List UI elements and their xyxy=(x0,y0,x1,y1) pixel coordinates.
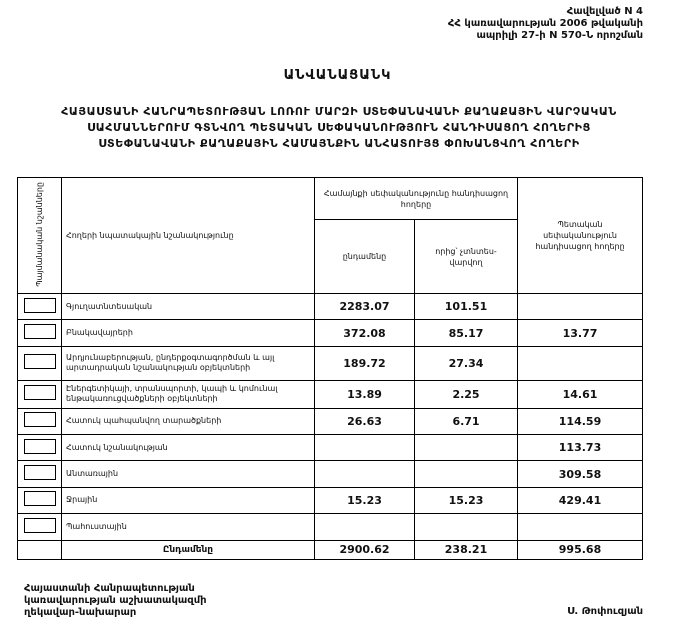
row-state xyxy=(518,514,643,540)
table-row xyxy=(18,487,643,513)
row-total: 189.72 xyxy=(315,346,415,380)
document-title: ԱՆՎԱՆԱՑԱՆԿ xyxy=(283,68,392,83)
land-table xyxy=(17,177,642,560)
annex-decree-line: ՀՀ կառավարության 2006 թվականի xyxy=(447,18,643,29)
total-row xyxy=(18,540,643,559)
header-community-land: Համայնքի սեփականությունը հանդիսացող հողերը xyxy=(315,178,518,220)
row-uncultivated xyxy=(415,461,518,487)
row-state: 13.77 xyxy=(518,320,643,346)
total-state: 995.68 xyxy=(518,540,643,559)
table-row xyxy=(18,514,643,540)
row-state: 309.58 xyxy=(518,461,643,487)
row-uncultivated xyxy=(415,514,518,540)
signatory-line-2: կառավարության աշխատակազմի xyxy=(24,595,207,606)
row-name: Պահուստային xyxy=(62,514,315,540)
row-state: 114.59 xyxy=(518,408,643,434)
row-total: 2283.07 xyxy=(315,294,415,320)
header-code: Պայմանական նշանները xyxy=(18,178,62,294)
table-row xyxy=(18,320,643,346)
row-state: 429.41 xyxy=(518,487,643,513)
row-uncultivated: 85.17 xyxy=(415,320,518,346)
total-label: Ընդամենը xyxy=(62,540,315,559)
row-total: 15.23 xyxy=(315,487,415,513)
header-total: ընդամենը xyxy=(315,220,415,294)
table-row xyxy=(18,294,643,320)
row-state xyxy=(518,346,643,380)
row-total: 13.89 xyxy=(315,380,415,408)
heading-line-2: ՍԱՀՄԱՆՆԵՐՈՒՄ ԳՏՆՎՈՂ ՊԵՏԱԿԱՆ ՍԵՓԱԿԱՆՈՒԹՅՈՒՆ ՀԱՆԴԻՍԱՑՈՂ ՀՈՂԵՐԻՑ xyxy=(87,121,591,134)
legend-swatch xyxy=(24,298,56,313)
row-name: Արդյունաբերության, ընդերքօգտագործման և այլ արտադրական նշանակության օբյեկտների xyxy=(62,346,315,380)
table-row xyxy=(18,461,643,487)
annex-number: Հավելված N 4 xyxy=(566,6,643,17)
row-uncultivated: 101.51 xyxy=(415,294,518,320)
row-uncultivated: 2.25 xyxy=(415,380,518,408)
row-uncultivated: 15.23 xyxy=(415,487,518,513)
legend-swatch xyxy=(24,465,56,480)
table-row xyxy=(18,346,643,380)
legend-swatch xyxy=(24,324,56,339)
table-row xyxy=(18,435,643,461)
legend-swatch xyxy=(24,518,56,533)
legend-swatch xyxy=(24,412,56,427)
row-uncultivated: 6.71 xyxy=(415,408,518,434)
table-row xyxy=(18,408,643,434)
total-uncultivated: 238.21 xyxy=(415,540,518,559)
row-name: Բնակավայրերի xyxy=(62,320,315,346)
header-purpose: Հողերի նպատակային նշանակությունը xyxy=(62,178,315,294)
row-total xyxy=(315,435,415,461)
row-name: Հատուկ պահպանվող տարածքների xyxy=(62,408,315,434)
legend-swatch xyxy=(24,354,56,369)
row-uncultivated: 27.34 xyxy=(415,346,518,380)
row-total xyxy=(315,461,415,487)
annex-decree-date: ապրիլի 27-ի N 570-Ն որոշման xyxy=(476,30,643,41)
header-state-land: Պետական սեփականություն հանդիսացող հողերը xyxy=(518,178,643,294)
table-row xyxy=(18,380,643,408)
document-heading xyxy=(24,104,654,152)
annex-reference xyxy=(448,6,643,42)
row-name: Անտառային xyxy=(62,461,315,487)
legend-swatch xyxy=(24,439,56,454)
row-total: 26.63 xyxy=(315,408,415,434)
row-total: 372.08 xyxy=(315,320,415,346)
signatory-title xyxy=(24,583,207,619)
signatory-name: Ս. Թոփուզյան xyxy=(567,606,643,617)
heading-line-1: ՀԱՅԱՍՏԱՆԻ ՀԱՆՐԱՊԵՏՈՒԹՅԱՆ ԼՈՌՈՒ ՄԱՐԶԻ ՍՏԵՓԱՆԱՎԱՆԻ ՔԱՂԱՔԱՅԻՆ ՎԱՐՉԱԿԱՆ xyxy=(61,105,617,118)
legend-swatch xyxy=(24,491,56,506)
row-name: Հատուկ նշանակության xyxy=(62,435,315,461)
legend-swatch xyxy=(24,385,56,400)
row-name: Էներգետիկայի, տրանսպորտի, կապի և կոմունալ ենթակառուցվածքների օբյեկտների xyxy=(62,380,315,408)
signatory-line-3: ղեկավար-նախարար xyxy=(24,607,137,618)
row-state: 113.73 xyxy=(518,435,643,461)
signatory-line-1: Հայաստանի Հանրապետության xyxy=(24,583,195,594)
total-community: 2900.62 xyxy=(315,540,415,559)
row-name: Ջրային xyxy=(62,487,315,513)
row-state xyxy=(518,294,643,320)
row-uncultivated xyxy=(415,435,518,461)
row-name: Գյուղատնտեսական xyxy=(62,294,315,320)
row-state: 14.61 xyxy=(518,380,643,408)
heading-line-3: ՍՏԵՓԱՆԱՎԱՆԻ ՔԱՂԱՔԱՅԻՆ ՀԱՄԱՅՆՔԻՆ ԱՆՀԱՏՈՒՅՑ ՓՈԽԱՆՑՎՈՂ ՀՈՂԵՐԻ xyxy=(98,137,580,150)
row-total xyxy=(315,514,415,540)
header-uncultivated: որից՝ չտնտես-վարվող xyxy=(415,220,518,294)
